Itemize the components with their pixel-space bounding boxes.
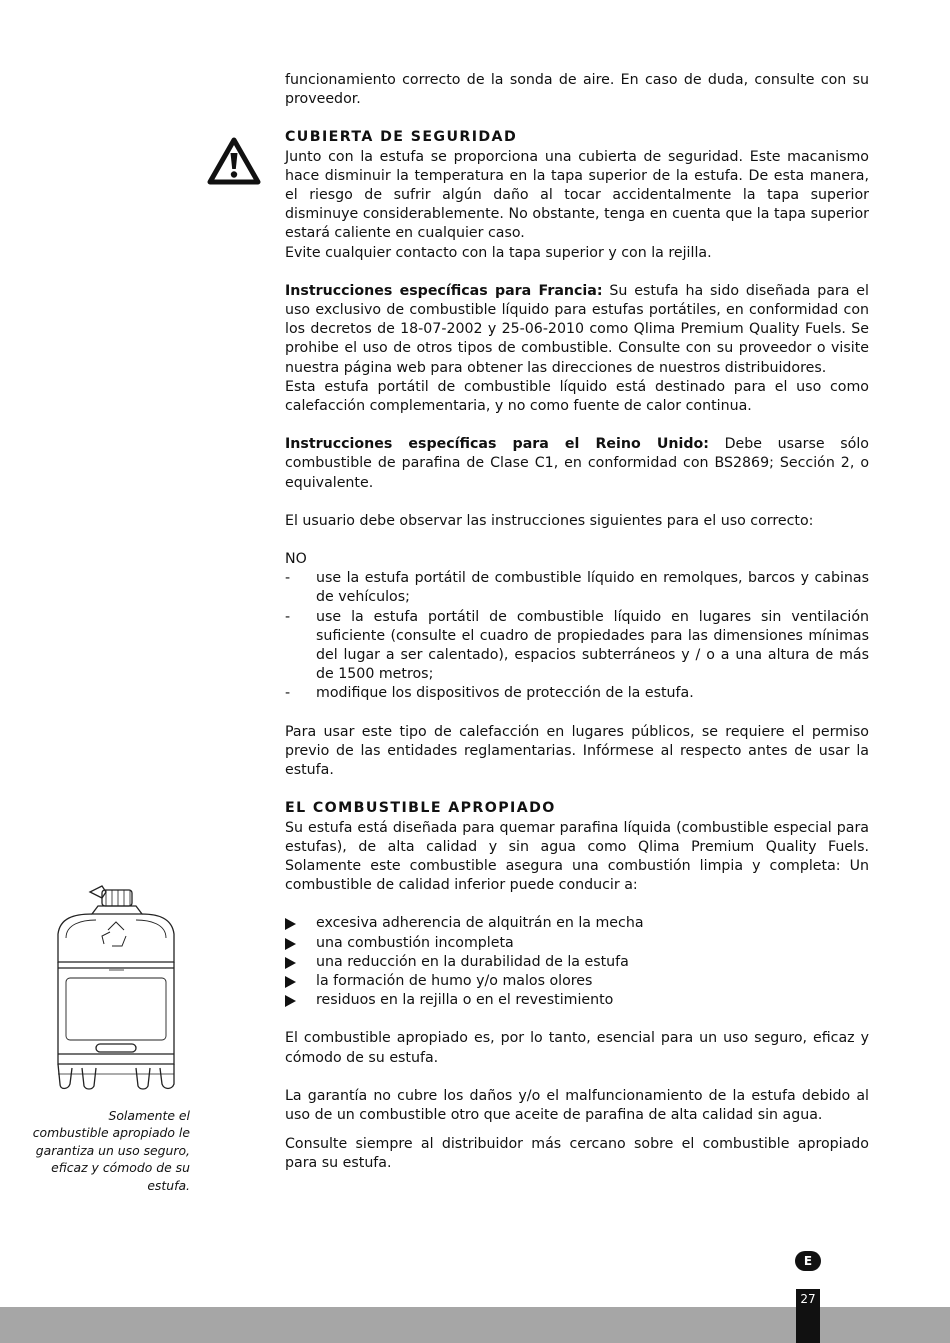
list-item xyxy=(285,684,869,703)
main-text xyxy=(285,71,869,1174)
figure-caption: Solamente el combustible apropiado le garantiza un uso seguro, eficaz y cómodo de su estufa. xyxy=(32,1108,190,1193)
fuel-paragraph: Su estufa está diseñada para quemar parafina líquida (combustible especial para estufas), de alta calidad y sin agua como Qlima Premium Quality Fuels. Solamente este combustible asegura una combustión limpia y completa: Un combustible de calidad inferior puede conducir a: xyxy=(285,819,869,894)
fuel-heading: EL COMBUSTIBLE APROPIADO xyxy=(285,800,556,817)
list-item xyxy=(285,934,869,953)
consult-paragraph: Consulte siempre al distribuidor más cercano sobre el combustible apropiado para su estufa. xyxy=(285,1136,869,1172)
list-item-text: una reducción en la durabilidad de la estufa xyxy=(316,953,629,970)
arrow-bullet-icon xyxy=(285,995,296,1007)
arrow-bullet-icon xyxy=(285,918,296,930)
fuel-can-illustration xyxy=(52,884,180,1094)
list-item xyxy=(285,608,869,685)
public-places-paragraph: Para usar este tipo de calefacción en lugares públicos, se requiere el permiso previo de las entidades reglamentarias. Infórmese al respecto antes de usar la estufa. xyxy=(285,723,869,779)
list-item xyxy=(285,953,869,972)
france-paragraph xyxy=(285,282,869,378)
intro-paragraph: funcionamiento correcto de la sonda de aire. En caso de duda, consulte con su proveedor. xyxy=(285,72,869,108)
dash-bullet: - xyxy=(285,608,291,625)
recycle-icon xyxy=(102,922,126,946)
arrow-bullet-icon xyxy=(285,957,296,969)
safety-paragraph-2: Evite cualquier contacto con la tapa superior y con la rejilla. xyxy=(285,244,712,261)
france-text: Su estufa ha sido diseñada para el uso exclusivo de combustible líquido para estufas portátiles, en conformidad con los decretos de 18-07-2002 y 25-06-2010 como Qlima Premium Quality Fuels. Se prohibe el uso de otros tipos de combustible. Consulte con su proveedor o visite nuestra página web para obtener las direcciones de nuestros distribuidores. xyxy=(285,282,869,376)
no-label: NO xyxy=(285,551,307,568)
list-item-text: use la estufa portátil de combustible líquido en remolques, barcos y cabinas de vehículos; xyxy=(316,570,869,606)
list-item-text: la formación de humo y/o malos olores xyxy=(316,972,593,989)
fuel-conclusion: El combustible apropiado es, por lo tanto, esencial para un uso seguro, eficaz y cómodo de su estufa. xyxy=(285,1030,869,1066)
uk-text: Debe usarse sólo combustible de parafina de Clase C1, en conformidad con BS2869; Sección 2, o equivalente. xyxy=(285,436,869,491)
safety-heading: CUBIERTA DE SEGURIDAD xyxy=(285,129,518,146)
dash-bullet: - xyxy=(285,685,291,702)
safety-paragraph: Junto con la estufa se proporciona una cubierta de seguridad. Este macanismo hace disminuir la temperatura en la tapa superior de la estufa. De esta manera, el riesgo de sufrir algún daño al tocar accidentalmente la tapa superior disminuye considerablemente. No obstante, tenga en cuenta que la tapa superior estará caliente en cualquier caso. xyxy=(285,148,869,242)
page-number: 27 xyxy=(796,1289,820,1343)
language-badge: E xyxy=(795,1251,821,1271)
warranty-paragraph: La garantía no cubre los daños y/o el malfuncionamiento de la estufa debido al uso de un combustible otro que aceite de parafina de alta calidad sin agua. xyxy=(285,1087,869,1123)
uk-paragraph xyxy=(285,435,869,493)
france-paragraph-2: Esta estufa portátil de combustible líquido está destinado para el uso como calefacción complementaria, y no como fuente de calor continua. xyxy=(285,378,869,415)
list-item xyxy=(285,914,869,933)
list-item-text: excesiva adherencia de alquitrán en la mecha xyxy=(316,915,644,932)
warning-triangle-icon xyxy=(207,136,261,186)
list-item-text: modifique los dispositivos de protección de la estufa. xyxy=(316,685,694,702)
uk-label: Instrucciones específicas para el Reino Unido: xyxy=(285,436,709,453)
list-item xyxy=(285,991,869,1010)
arrow-bullet-icon xyxy=(285,938,296,950)
list-item-text: una combustión incompleta xyxy=(316,934,514,951)
list-item-text: residuos en la rejilla o en el revestimiento xyxy=(316,992,614,1009)
list-item xyxy=(285,569,869,607)
list-item-text: use la estufa portátil de combustible líquido en lugares sin ventilación suficiente (consulte el cuadro de propiedades para las dimensiones mínimas del lugar a ser calentado), espacios subterráneos y / o a una altura de más de 1500 metros; xyxy=(316,608,869,683)
list-item xyxy=(285,972,869,991)
user-instructions: El usuario debe observar las instrucciones siguientes para el uso correcto: xyxy=(285,512,814,529)
france-label: Instrucciones específicas para Francia: xyxy=(285,282,603,299)
dash-bullet: - xyxy=(285,570,291,587)
arrow-bullet-icon xyxy=(285,976,296,988)
